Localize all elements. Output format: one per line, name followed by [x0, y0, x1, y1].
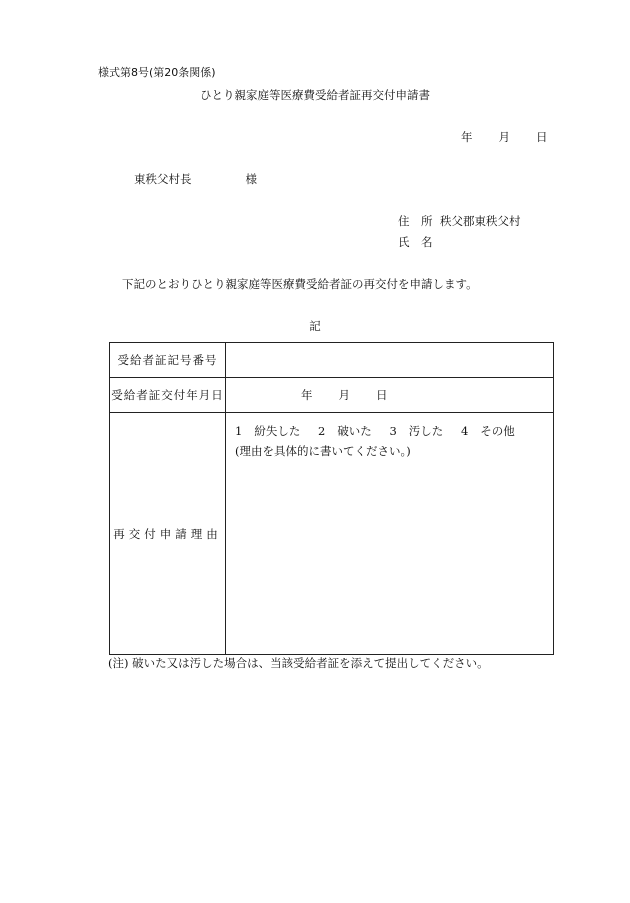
issue-date-label: 受給者証交付年月日 — [110, 378, 226, 413]
table-row — [110, 413, 554, 655]
ki-heading: 記 — [309, 319, 321, 333]
reason-option[interactable]: 1 紛失した — [235, 424, 301, 438]
intro-text: 下記のとおりひとり親家庭等医療費受給者証の再交付を申請します。 — [122, 277, 478, 291]
reason-options — [235, 423, 553, 439]
cert-number-field[interactable] — [226, 343, 554, 378]
table-row — [110, 378, 554, 413]
addressee — [134, 172, 257, 186]
footnote: (注) 破いた又は汚した場合は、当該受給者証を添えて提出してください。 — [108, 656, 489, 670]
addressee-name: 東秩父村長 — [134, 172, 192, 186]
date-month-label: 月 — [498, 130, 510, 144]
applicant-name[interactable] — [398, 235, 440, 249]
cert-number-label: 受給者証記号番号 — [110, 343, 226, 378]
address-value: 秩父郡東秩父村 — [440, 214, 521, 228]
reason-label: 再交付申請理由 — [110, 413, 226, 655]
applicant-address[interactable] — [398, 214, 521, 228]
reason-option[interactable]: 4 その他 — [460, 424, 515, 438]
application-date[interactable] — [461, 130, 548, 144]
address-label: 住 所 — [398, 214, 433, 228]
issue-year-label: 年 — [301, 388, 313, 402]
form-title: ひとり親家庭等医療費受給者証再交付申請書 — [200, 88, 430, 102]
table-row — [110, 343, 554, 378]
reason-hint: (理由を具体的に書いてください。) — [235, 444, 411, 458]
addressee-honorific: 様 — [245, 172, 257, 186]
reason-option[interactable]: 3 汚した — [389, 424, 444, 438]
name-label: 氏 名 — [398, 235, 433, 249]
form-number: 様式第8号(第20条関係) — [98, 66, 216, 79]
issue-date-field[interactable] — [226, 378, 554, 413]
issue-month-label: 月 — [338, 388, 350, 402]
reason-field[interactable] — [226, 413, 554, 655]
reason-option[interactable]: 2 破いた — [317, 424, 372, 438]
date-year-label: 年 — [461, 130, 473, 144]
issue-day-label: 日 — [376, 388, 388, 402]
date-day-label: 日 — [536, 130, 548, 144]
application-table — [109, 342, 554, 655]
